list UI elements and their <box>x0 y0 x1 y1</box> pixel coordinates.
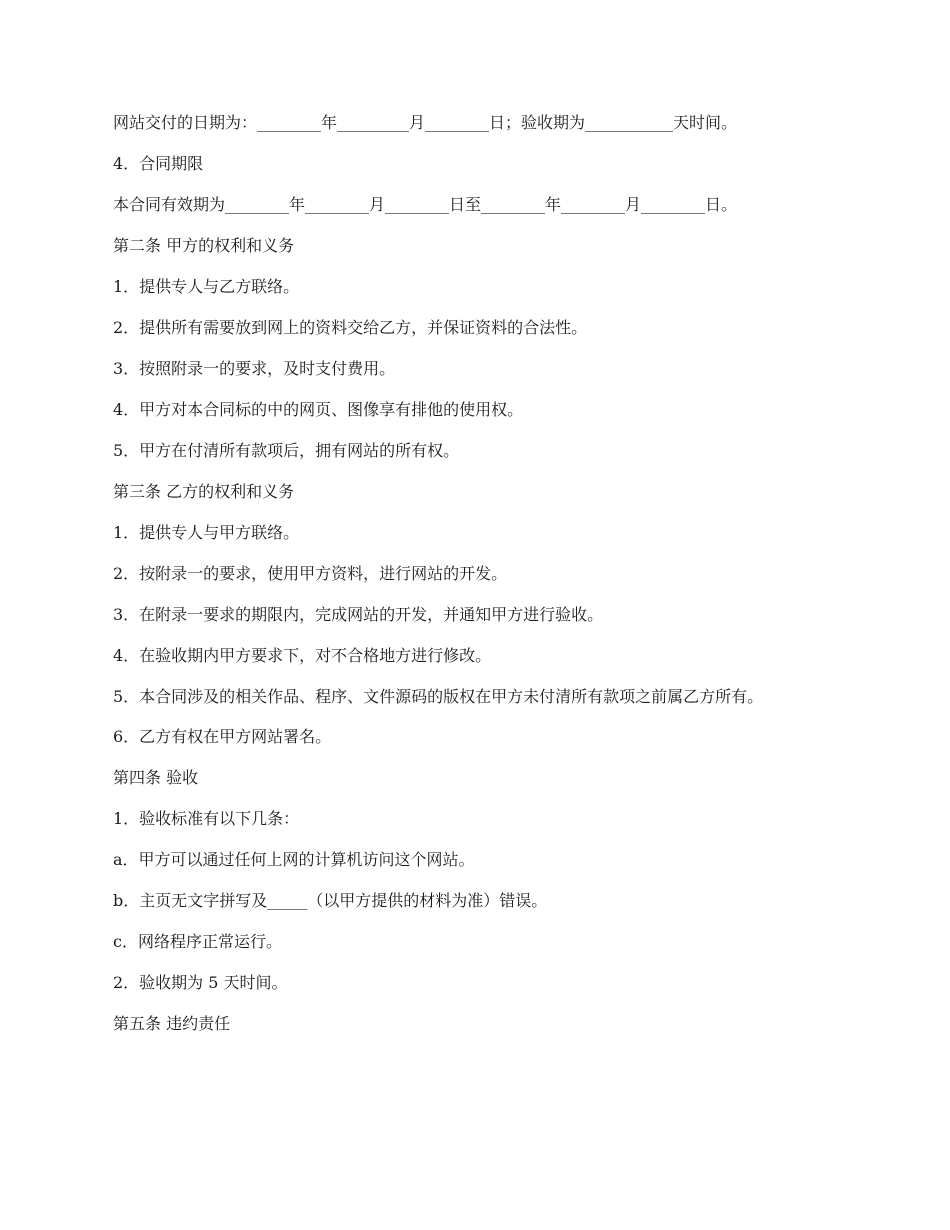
party-b-item-5: 5．本合同涉及的相关作品、程序、文件源码的版权在甲方未付清所有款项之前属乙方所有。 <box>113 687 764 706</box>
acceptance-item-a: a．甲方可以通过任何上网的计算机访问这个网站。 <box>113 850 475 869</box>
party-a-item-5: 5．甲方在付清所有款项后，拥有网站的所有权。 <box>113 441 460 460</box>
acceptance-item-b: b．主页无文字拼写及_____（以甲方提供的材料为准）错误。 <box>113 891 548 910</box>
article-3-heading: 第三条 乙方的权利和义务 <box>113 482 295 501</box>
party-b-item-3: 3．在附录一要求的期限内，完成网站的开发，并通知甲方进行验收。 <box>113 605 604 624</box>
validity-period-line: 本合同有效期为________年________月________日至________年________月________日。 <box>113 195 738 214</box>
article-5-heading: 第五条 违约责任 <box>113 1014 231 1033</box>
acceptance-item-1: 1．验收标准有以下几条： <box>113 809 300 828</box>
document-page <box>113 113 838 1034</box>
party-a-item-2: 2．提供所有需要放到网上的资料交给乙方，并保证资料的合法性。 <box>113 318 588 337</box>
delivery-date-line: 网站交付的日期为：________年_________月________日；验收期为___________天时间。 <box>113 113 738 132</box>
acceptance-item-2: 2．验收期为 5 天时间。 <box>113 973 288 992</box>
acceptance-item-c: c．网络程序正常运行。 <box>113 932 282 951</box>
party-b-item-2: 2．按附录一的要求，使用甲方资料，进行网站的开发。 <box>113 564 508 583</box>
party-a-item-4: 4．甲方对本合同标的中的网页、图像享有排他的使用权。 <box>113 400 524 419</box>
article-4-heading: 第四条 验收 <box>113 768 199 787</box>
party-b-item-1: 1．提供专人与甲方联络。 <box>113 523 300 542</box>
contract-term-heading: 4．合同期限 <box>113 154 204 173</box>
party-a-item-1: 1．提供专人与乙方联络。 <box>113 277 300 296</box>
party-b-item-4: 4．在验收期内甲方要求下，对不合格地方进行修改。 <box>113 646 492 665</box>
article-2-heading: 第二条 甲方的权利和义务 <box>113 236 295 255</box>
party-a-item-3: 3．按照附录一的要求，及时支付费用。 <box>113 359 396 378</box>
party-b-item-6: 6．乙方有权在甲方网站署名。 <box>113 727 332 746</box>
